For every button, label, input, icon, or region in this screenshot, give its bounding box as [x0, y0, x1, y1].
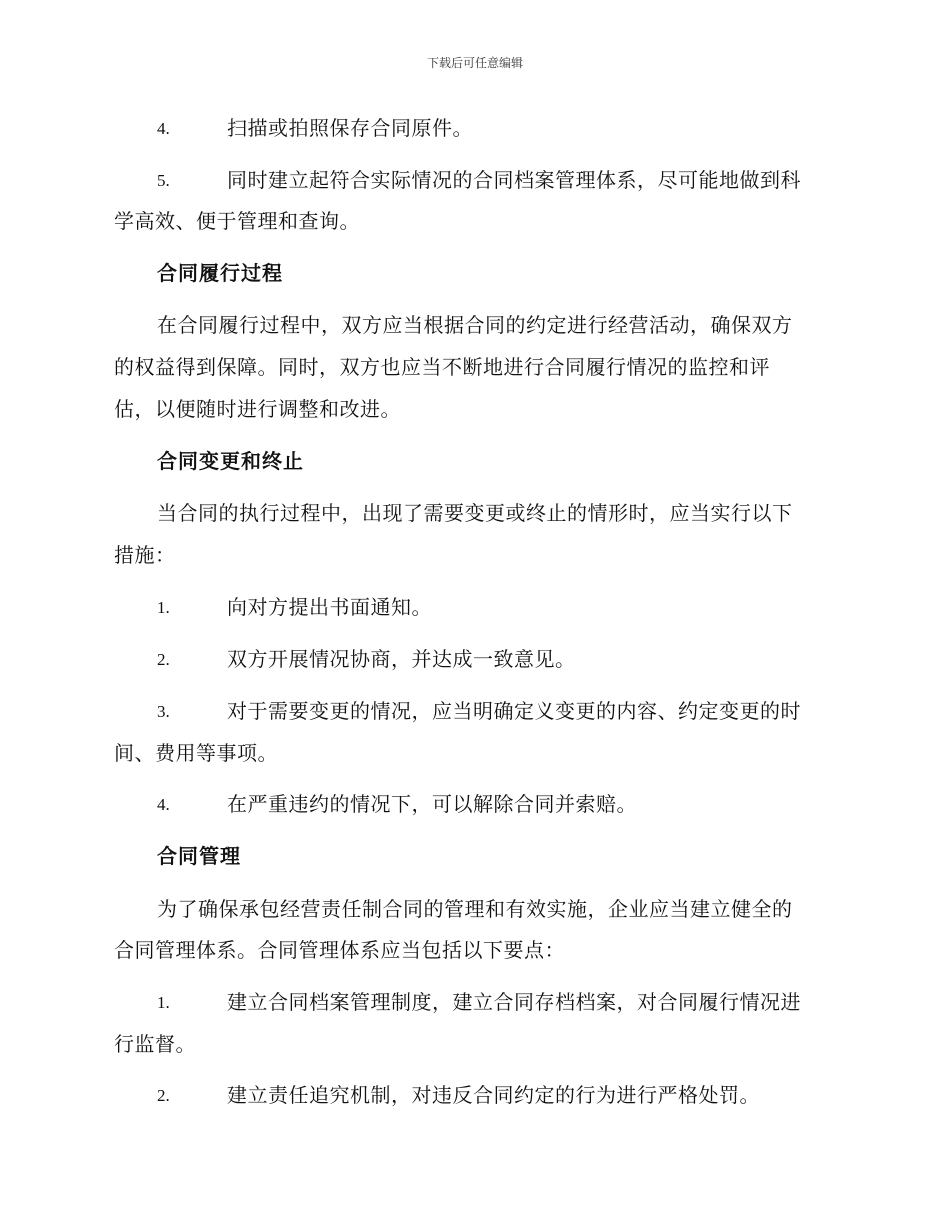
list-number: 4.	[157, 119, 170, 138]
list-number: 2.	[157, 650, 170, 669]
list-item-text: 建立合同档案管理制度，建立合同存档档案，对合同履行情况进	[227, 990, 801, 1014]
paragraph-line: 为了确保承包经营责任制合同的管理和有效实施，企业应当建立健全的	[157, 897, 793, 921]
section-heading: 合同管理	[157, 844, 241, 868]
page-header: 下载后可任意编辑	[426, 56, 523, 70]
list-number: 1.	[157, 598, 170, 617]
list-number: 3.	[157, 702, 170, 721]
list-item-text: 同时建立起符合实际情况的合同档案管理体系，尽可能地做到科	[227, 168, 801, 192]
paragraph-line: 措施：	[114, 543, 176, 567]
section-heading: 合同履行过程	[157, 261, 283, 285]
list-item-text: 对于需要变更的情况，应当明确定义变更的内容、约定变更的时	[227, 699, 801, 723]
section-heading: 合同变更和终止	[157, 449, 304, 473]
list-item-text: 双方开展情况协商，并达成一致意见。	[227, 647, 576, 671]
list-item-continuation: 行监督。	[114, 1032, 196, 1056]
list-number: 2.	[157, 1086, 170, 1105]
list-number: 1.	[157, 993, 170, 1012]
list-item-continuation: 间、费用等事项。	[114, 741, 278, 765]
list-item-text: 在严重违约的情况下，可以解除合同并索赔。	[227, 792, 637, 816]
paragraph-line: 估，以便随时进行调整和改进。	[114, 397, 401, 421]
list-number: 5.	[157, 171, 170, 190]
list-item-text: 建立责任追究机制，对违反合同约定的行为进行严格处罚。	[227, 1083, 760, 1107]
paragraph-line: 的权益得到保障。同时，双方也应当不断地进行合同履行情况的监控和评	[114, 355, 770, 379]
list-number: 4.	[157, 795, 170, 814]
list-item-text: 扫描或拍照保存合同原件。	[227, 116, 473, 140]
paragraph-line: 当合同的执行过程中，出现了需要变更或终止的情形时，应当实行以下	[157, 501, 793, 525]
list-item-text: 向对方提出书面通知。	[227, 595, 432, 619]
paragraph-line: 在合同履行过程中，双方应当根据合同的约定进行经营活动，确保双方	[157, 313, 793, 337]
list-item-continuation: 学高效、便于管理和查询。	[114, 209, 360, 233]
paragraph-line: 合同管理体系。合同管理体系应当包括以下要点：	[114, 938, 565, 962]
